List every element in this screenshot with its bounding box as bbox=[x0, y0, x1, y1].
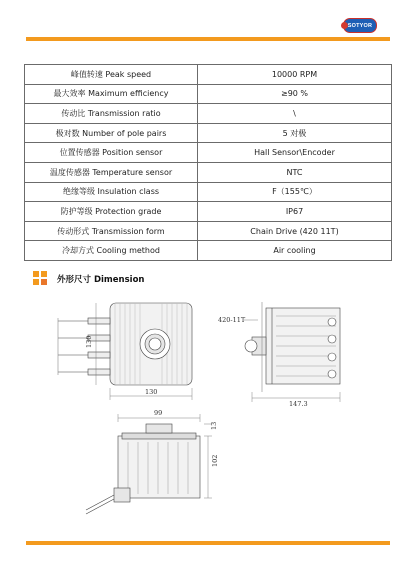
spec-label: 传动比 Transmission ratio bbox=[25, 104, 198, 124]
dim-bottom-width: 99 bbox=[154, 409, 163, 417]
spec-value: 10000 RPM bbox=[198, 65, 392, 85]
spec-label: 防护等级 Protection grade bbox=[25, 202, 198, 222]
brand-logo: SOTYOR bbox=[343, 18, 377, 33]
bottom-accent-bar bbox=[26, 541, 390, 545]
spec-label: 位置传感器 Position sensor bbox=[25, 143, 198, 163]
section-title: 外形尺寸 Dimension bbox=[57, 275, 145, 285]
spec-label: 极对数 Number of pole pairs bbox=[25, 123, 198, 143]
spec-value: F（155℃） bbox=[198, 182, 392, 202]
spec-label: 峰值转速 Peak speed bbox=[25, 65, 198, 85]
dim-bottom-small: 13 bbox=[210, 421, 218, 430]
bottom-view bbox=[86, 424, 200, 514]
spec-value: ≥90 % bbox=[198, 84, 392, 104]
dim-front-height: 130 bbox=[85, 335, 93, 348]
spec-value: Air cooling bbox=[198, 241, 392, 261]
dim-bottom-height: 102 bbox=[211, 454, 219, 467]
dim-side-sprocket: 420-11T bbox=[218, 316, 246, 324]
dim-side-width: 147.3 bbox=[289, 400, 308, 408]
spec-value: NTC bbox=[198, 162, 392, 182]
spec-value: Chain Drive (420 11T) bbox=[198, 221, 392, 241]
spec-label: 最大效率 Maximum efficiency bbox=[25, 84, 198, 104]
front-view bbox=[58, 303, 192, 385]
spec-value: IP67 bbox=[198, 202, 392, 222]
spec-label: 绝缘等级 Insulation class bbox=[25, 182, 198, 202]
spec-label: 冷却方式 Cooling method bbox=[25, 241, 198, 261]
side-view bbox=[245, 302, 340, 392]
spec-value: 5 对极 bbox=[198, 123, 392, 143]
spec-label: 传动形式 Transmission form bbox=[25, 221, 198, 241]
dim-front-width: 130 bbox=[145, 388, 158, 396]
spec-value: \ bbox=[198, 104, 392, 124]
spec-value: Hall Sensor\Encoder bbox=[198, 143, 392, 163]
spec-label: 温度传感器 Temperature sensor bbox=[25, 162, 198, 182]
